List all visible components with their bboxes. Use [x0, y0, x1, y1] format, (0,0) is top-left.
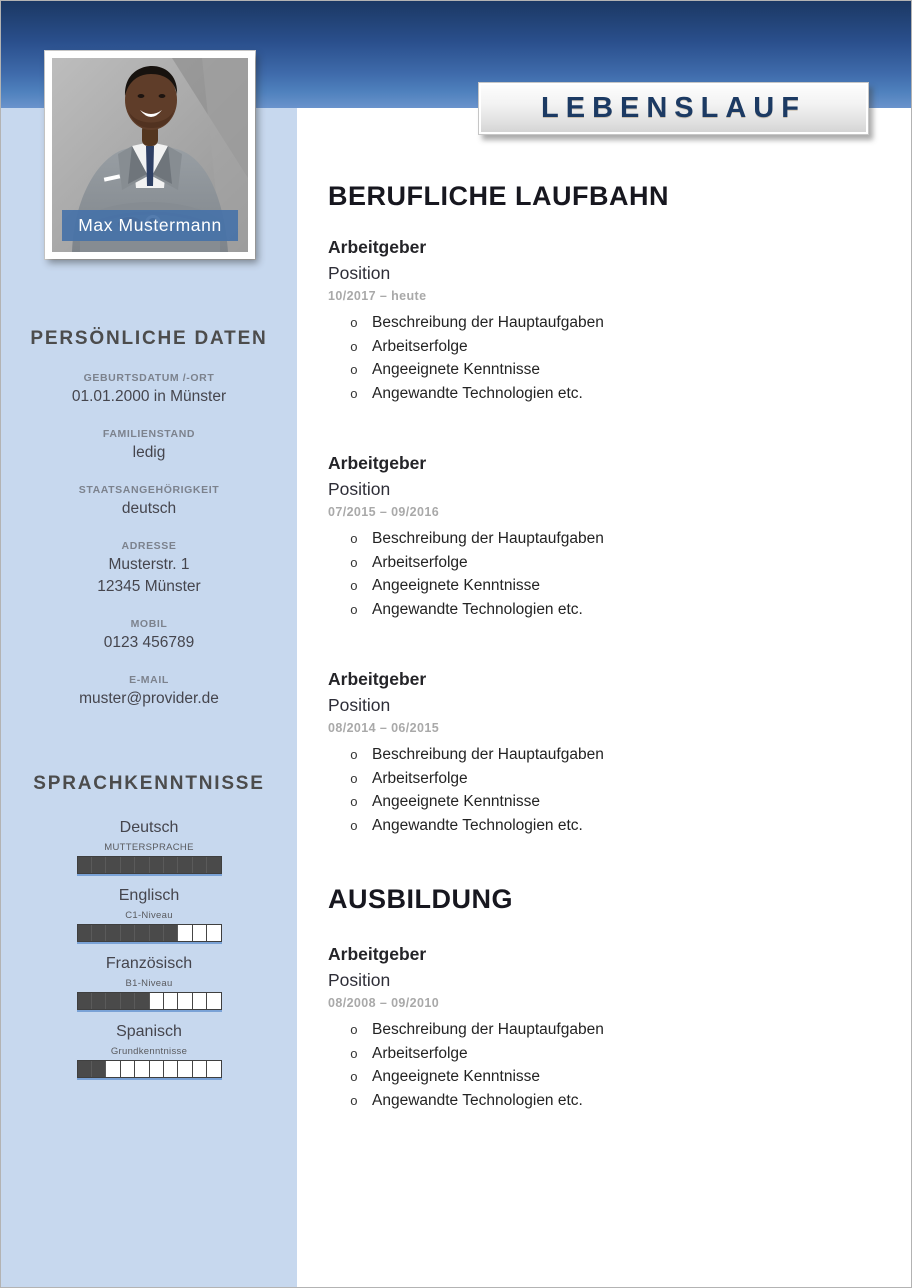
skill-bar-cell [164, 925, 178, 941]
personal-item-birth [1, 371, 297, 408]
skill-bar-cell [150, 993, 164, 1009]
skill-bar-cell [178, 857, 192, 873]
skill-bar-cell [135, 857, 149, 873]
skill-bar-cell [207, 925, 220, 941]
language-level: C1-Niveau [125, 910, 173, 921]
position: Position [328, 263, 391, 283]
personal-item-marital [1, 427, 297, 464]
personal-item-mobile [1, 617, 297, 654]
skill-bar-cell [164, 1061, 178, 1077]
skill-bar-cell [193, 993, 207, 1009]
personal-value: Musterstr. 1 [108, 556, 190, 573]
bullet-item: o Beschreibung der Hauptaufgaben [350, 744, 911, 768]
bullet-item: o Beschreibung der Hauptaufgaben [350, 1019, 911, 1043]
skill-bar-cell [135, 993, 149, 1009]
employer: Arbeitgeber [328, 669, 427, 689]
skill-bar-cell [178, 925, 192, 941]
skill-bar-cell [178, 993, 192, 1009]
bullet-item: o Angeeignete Kenntnisse [350, 359, 911, 383]
skill-bar-cell [178, 1061, 192, 1077]
main-column [297, 92, 911, 1287]
personal-item-email [1, 673, 297, 710]
entry-bullets [328, 528, 911, 622]
main-content [297, 108, 911, 1113]
skill-bar-cell [92, 925, 106, 941]
language-level: MUTTERSPRACHE [104, 842, 194, 853]
bullet-marker: o [350, 602, 358, 618]
skill-bar-cell [207, 1061, 220, 1077]
section-title-education: AUSBILDUNG [328, 884, 513, 914]
languages-heading: SPRACHKENNTNISSE [33, 773, 265, 794]
skill-bar-cell [92, 1061, 106, 1077]
bullet-item: o Arbeitserfolge [350, 552, 911, 576]
skill-bar-cell [106, 857, 120, 873]
language-skill-bar [77, 1060, 222, 1078]
skill-bar-cell [92, 993, 106, 1009]
period: 08/2008 – 09/2010 [328, 996, 440, 1010]
bullet-marker: o [350, 1070, 358, 1085]
skill-bar-cell [150, 1061, 164, 1077]
language-item-french [1, 953, 297, 1010]
bullet-marker: o [350, 339, 358, 355]
employer: Arbeitgeber [328, 453, 427, 473]
skill-bar-cell [135, 1061, 149, 1077]
bullet-item: o Angewandte Technologien etc. [350, 383, 911, 407]
personal-value: 01.01.2000 in Münster [71, 388, 227, 405]
personal-label: GEBURTSDATUM /-ORT [83, 372, 215, 384]
bullet-marker: o [350, 795, 358, 810]
sidebar [1, 108, 297, 1287]
bullet-marker: o [350, 818, 358, 834]
skill-bar-cell [121, 857, 135, 873]
person-name: Max Mustermann [78, 215, 222, 235]
personal-value: deutsch [121, 500, 177, 517]
bullet-item: o Arbeitserfolge [350, 336, 911, 360]
name-plate [62, 210, 238, 241]
cv-title: LEBENSLAUF [541, 92, 806, 124]
education-entry [328, 941, 911, 1113]
bullet-item: o Angewandte Technologien etc. [350, 1090, 911, 1114]
skill-bar-cell [135, 925, 149, 941]
profile-photo-frame [45, 51, 255, 259]
bullet-marker: o [350, 363, 358, 378]
profile-photo [52, 58, 248, 252]
language-skill-bar [77, 992, 222, 1010]
skill-bar-cell [150, 925, 164, 941]
bullet-marker: o [350, 555, 358, 571]
bullet-item: o Arbeitserfolge [350, 768, 911, 792]
language-item-german [1, 817, 297, 874]
bullet-marker: o [350, 386, 358, 402]
personal-label: MOBIL [130, 618, 168, 630]
bullet-marker: o [350, 532, 358, 547]
position: Position [328, 970, 391, 990]
language-level: B1-Niveau [125, 978, 173, 989]
personal-label: STAATSANGEHÖRIGKEIT [78, 484, 220, 496]
career-entry [328, 666, 911, 838]
skill-bar-cell [193, 857, 207, 873]
skill-bar-cell [78, 993, 92, 1009]
bullet-item: o Angeeignete Kenntnisse [350, 575, 911, 599]
language-skill-bar [77, 924, 222, 942]
skill-bar-cell [207, 857, 220, 873]
language-name: Französisch [105, 955, 193, 972]
bullet-marker: o [350, 1093, 358, 1109]
bullet-marker: o [350, 1046, 358, 1062]
skill-bar-cell [78, 1061, 92, 1077]
bullet-item: o Angewandte Technologien etc. [350, 815, 911, 839]
personal-value: muster@provider.de [79, 690, 219, 707]
period: 08/2014 – 06/2015 [328, 721, 440, 735]
skill-bar-cell [121, 1061, 135, 1077]
personal-item-nationality [1, 483, 297, 520]
employer: Arbeitgeber [328, 944, 427, 964]
personal-item-address [1, 539, 297, 598]
language-name: Spanisch [116, 1023, 182, 1040]
personal-label: ADRESSE [121, 540, 177, 552]
entry-bullets [328, 744, 911, 838]
skill-bar-cell [150, 857, 164, 873]
bullet-marker: o [350, 579, 358, 594]
skill-bar-cell [78, 857, 92, 873]
personal-value: 0123 456789 [103, 634, 195, 651]
position: Position [328, 695, 391, 715]
skill-bar-cell [164, 993, 178, 1009]
skill-bar-cell [106, 925, 120, 941]
skill-bar-cell [106, 1061, 120, 1077]
bullet-item: o Angeeignete Kenntnisse [350, 791, 911, 815]
bullet-item: o Angeeignete Kenntnisse [350, 1066, 911, 1090]
skill-bar-cell [121, 925, 135, 941]
bullet-item: o Beschreibung der Hauptaufgaben [350, 528, 911, 552]
period: 07/2015 – 09/2016 [328, 505, 440, 519]
skill-bar-cell [193, 1061, 207, 1077]
entry-bullets [328, 1019, 911, 1113]
bullet-item: o Beschreibung der Hauptaufgaben [350, 312, 911, 336]
career-entry [328, 234, 911, 406]
personal-label: FAMILIENSTAND [102, 428, 196, 440]
cv-title-plate [478, 82, 869, 135]
personal-value: ledig [132, 444, 166, 461]
employer: Arbeitgeber [328, 237, 427, 257]
skill-bar-cell [92, 857, 106, 873]
period: 10/2017 – heute [328, 289, 427, 303]
skill-bar-cell [78, 925, 92, 941]
language-level: Grundkenntnisse [110, 1046, 188, 1057]
language-name: Englisch [118, 887, 180, 904]
career-entry [328, 450, 911, 622]
skill-bar-cell [207, 993, 220, 1009]
entry-bullets [328, 312, 911, 406]
bullet-marker: o [350, 771, 358, 787]
language-name: Deutsch [119, 819, 179, 836]
language-item-english [1, 885, 297, 942]
personal-data-section [1, 326, 297, 710]
skill-bar-cell [121, 993, 135, 1009]
personal-value: 12345 Münster [97, 578, 201, 595]
section-title-career: BERUFLICHE LAUFBAHN [328, 181, 669, 211]
language-skill-bar [77, 856, 222, 874]
position: Position [328, 479, 391, 499]
languages-section [1, 771, 297, 1078]
bullet-item: o Arbeitserfolge [350, 1043, 911, 1067]
skill-bar-cell [193, 925, 207, 941]
skill-bar-cell [164, 857, 178, 873]
personal-label: E-MAIL [129, 674, 169, 686]
bullet-item: o Angewandte Technologien etc. [350, 599, 911, 623]
bullet-marker: o [350, 748, 358, 763]
skill-bar-cell [106, 993, 120, 1009]
bullet-marker: o [350, 1023, 358, 1038]
personal-data-heading: PERSÖNLICHE DATEN [30, 328, 268, 349]
bullet-marker: o [350, 316, 358, 331]
language-item-spanish [1, 1021, 297, 1078]
